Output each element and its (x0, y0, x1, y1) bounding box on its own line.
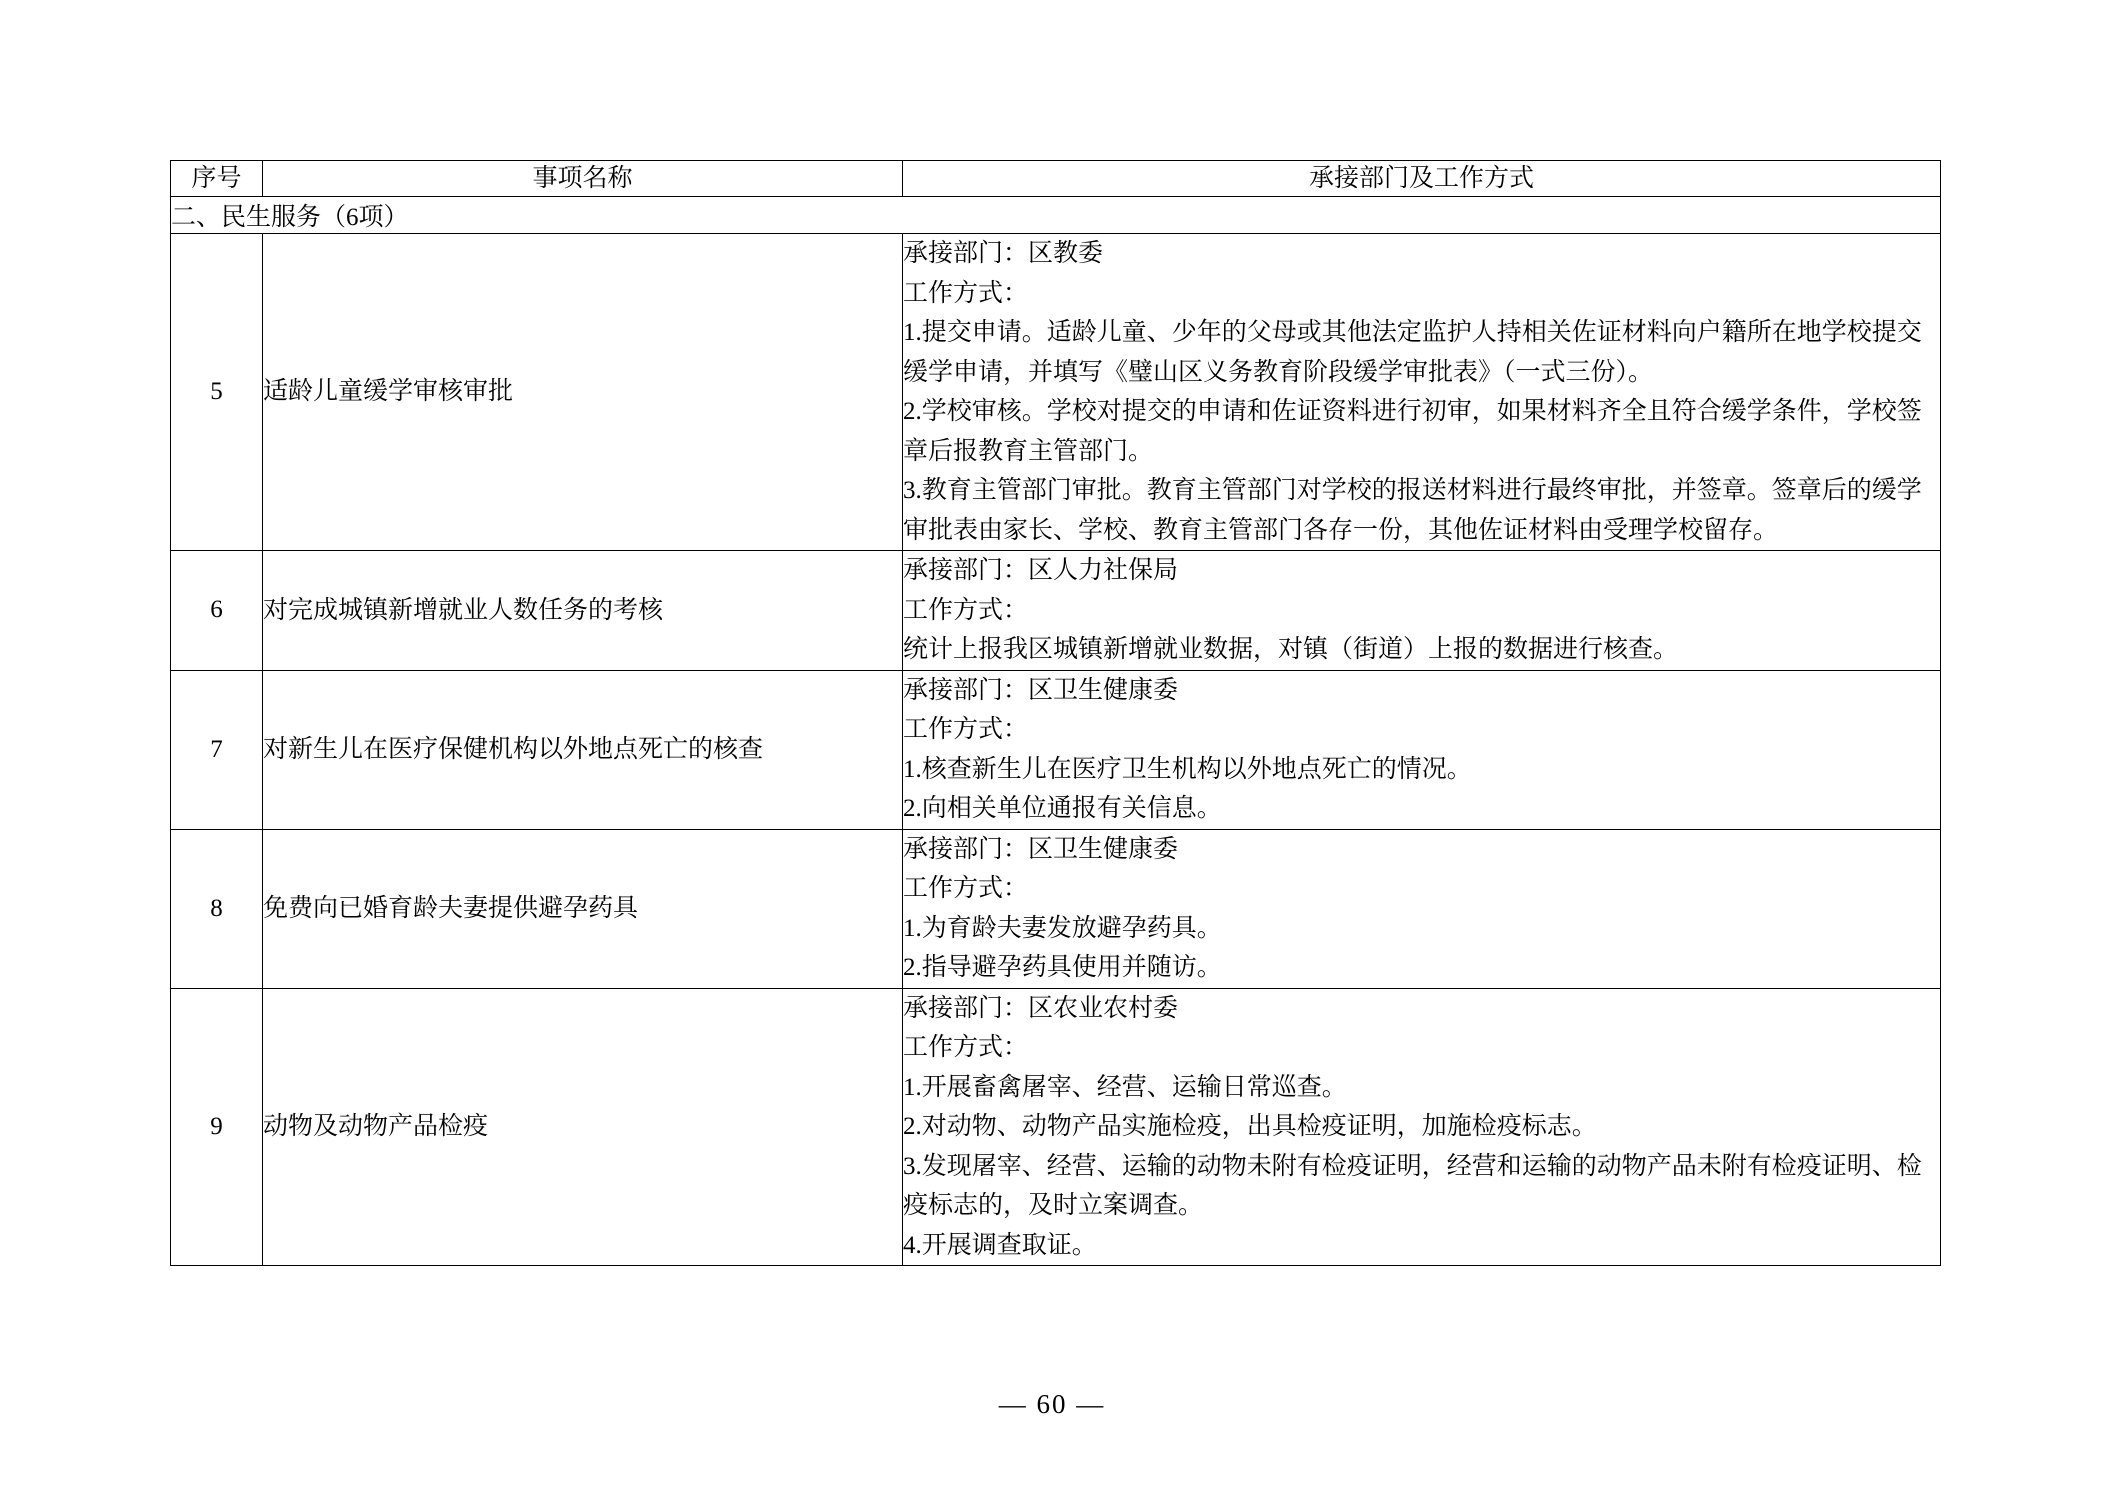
page-number: — 60 — (998, 1389, 1106, 1419)
row-no: 9 (171, 988, 263, 1266)
dept-line: 工作方式： (903, 716, 1029, 743)
table-row (171, 829, 1941, 988)
row-name: 动物及动物产品检疫 (263, 988, 903, 1266)
dept-line: 1.核查新生儿在医疗卫生机构以外地点死亡的情况。 (903, 755, 1472, 783)
row-no: 5 (171, 234, 263, 551)
column-header-no: 序号 (171, 161, 263, 197)
dept-line: 2.学校审核。学校对提交的申请和佐证资料进行初审，如果材料齐全且符合缓学条件，学校签章后报教育主管部门。 (903, 398, 1922, 465)
row-no: 7 (171, 670, 263, 829)
dept-line: 2.向相关单位通报有关信息。 (903, 795, 1222, 822)
row-no: 6 (171, 551, 263, 671)
table-row (171, 551, 1941, 671)
table-row (171, 988, 1941, 1266)
row-dept (903, 988, 1941, 1266)
dept-line: 统计上报我区城镇新增就业数据，对镇（街道）上报的数据进行核查。 (903, 636, 1679, 663)
responsibility-table (170, 160, 1941, 1266)
dept-line: 3.教育主管部门审批。教育主管部门对学校的报送材料进行最终审批，并签章。签章后的缓学审批表由家长、学校、教育主管部门各存一份，其他佐证材料由受理学校留存。 (903, 477, 1922, 544)
dept-line: 承接部门：区卫生健康委 (903, 835, 1179, 863)
dept-line: 承接部门：区卫生健康委 (903, 676, 1179, 704)
dept-line: 3.发现屠宰、经营、运输的动物未附有检疫证明，经营和运输的动物产品未附有检疫证明、检疫标志的，及时立案调查。 (903, 1152, 1922, 1219)
table-header-row (171, 161, 1941, 197)
dept-line: 工作方式： (903, 875, 1029, 902)
row-dept (903, 551, 1941, 671)
dept-line: 承接部门：区教委 (903, 240, 1104, 267)
section-title-row (171, 197, 1941, 234)
dept-line: 1.开展畜禽屠宰、经营、运输日常巡查。 (903, 1073, 1347, 1101)
row-name: 免费向已婚育龄夫妻提供避孕药具 (263, 829, 903, 988)
dept-line: 工作方式： (903, 279, 1029, 307)
dept-line: 工作方式： (903, 596, 1029, 624)
dept-line: 1.为育龄夫妻发放避孕药具。 (903, 914, 1222, 942)
row-dept (903, 670, 1941, 829)
dept-line: 1.提交申请。适龄儿童、少年的父母或其他法定监护人持相关佐证材料向户籍所在地学校提交缓学申请，并填写《璧山区义务教育阶段缓学审批表》（一式三份）。 (903, 319, 1922, 386)
dept-line: 2.对动物、动物产品实施检疫，出具检疫证明，加施检疫标志。 (903, 1113, 1597, 1140)
table-row (171, 234, 1941, 551)
dept-line: 承接部门：区人力社保局 (903, 557, 1179, 584)
column-header-name: 事项名称 (263, 161, 903, 197)
dept-line: 4.开展调查取证。 (903, 1231, 1097, 1259)
section-title: 二、民生服务（6项） (171, 197, 1941, 234)
row-dept (903, 234, 1941, 551)
column-header-dept: 承接部门及工作方式 (903, 161, 1941, 197)
table-body (171, 197, 1941, 1266)
row-dept (903, 829, 1941, 988)
row-name: 对完成城镇新增就业人数任务的考核 (263, 551, 903, 671)
dept-line: 工作方式： (903, 1034, 1029, 1061)
table-header (171, 161, 1941, 197)
row-name: 适龄儿童缓学审核审批 (263, 234, 903, 551)
row-name: 对新生儿在医疗保健机构以外地点死亡的核查 (263, 670, 903, 829)
table-row (171, 670, 1941, 829)
row-no: 8 (171, 829, 263, 988)
dept-line: 承接部门：区农业农村委 (903, 994, 1179, 1022)
dept-line: 2.指导避孕药具使用并随访。 (903, 954, 1222, 981)
